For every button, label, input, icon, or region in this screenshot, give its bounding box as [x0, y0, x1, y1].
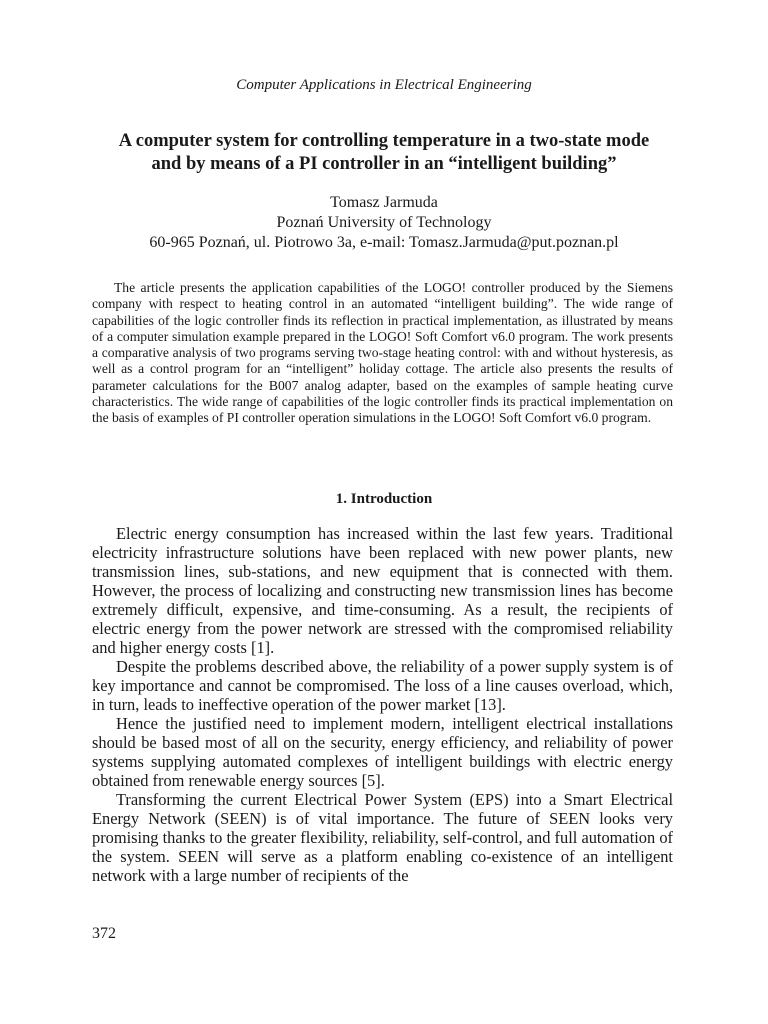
author-affiliation: Poznań University of Technology [276, 214, 492, 231]
body-paragraph: Transforming the current Electrical Power System (EPS) into a Smart Electrical Energy Network (SEEN) is of vital importance. The future of SEEN looks very promising thanks to the greater flexibility, reliability, self-control, and full automation of the system. SEEN will serve as a platform enabling co-existence of an intelligent network with a large number of recipients of the [92, 790, 673, 885]
paper-title [60, 130, 708, 176]
paper-title-line: A computer system for controlling temperature in a two-state mode [118, 131, 650, 151]
author-block [0, 193, 768, 253]
paper-title-line: and by means of a PI controller in an “intelligent building” [151, 154, 617, 174]
author-name: Tomasz Jarmuda [330, 194, 438, 211]
page-number: 372 [92, 925, 116, 942]
body-paragraph: Hence the justified need to implement modern, intelligent electrical installations should be based most of all on the security, energy efficiency, and reliability of power systems supplying automated complexes of intelligent buildings with electric energy obtained from renewable energy sources [5]. [92, 714, 673, 790]
author-address: 60-965 Poznań, ul. Piotrowo 3a, e-mail: Tomasz.Jarmuda@put.poznan.pl [149, 234, 619, 251]
abstract: The article presents the application capabilities of the LOGO! controller produced by the Siemens company with respect to heating control in an automated “intelligent building”. The wide range of capabilities of the logic controller finds its reflection in practical implementation, as illustrated by means of a computer simulation example prepared in the LOGO! Soft Comfort v6.0 program. The work presents a comparative analysis of two programs serving two-stage heating control: with and without hysteresis, as well as a control program for an “intelligent” holiday cottage. The article also presents the results of parameter calculations for the B007 analog adapter, based on the examples of sample heating curve characteristics. The wide range of capabilities of the logic controller finds its practical implementation on the basis of examples of PI controller operation simulations in the LOGO! Soft Comfort v6.0 program. [92, 280, 673, 426]
body-paragraph: Despite the problems described above, the reliability of a power supply system is of key importance and cannot be compromised. The loss of a line causes overload, which, in turn, leads to ineffective operation of the power market [13]. [92, 657, 673, 714]
running-head: Computer Applications in Electrical Engineering [236, 77, 532, 93]
body-paragraph: Electric energy consumption has increased within the last few years. Traditional electricity infrastructure solutions have been replaced with new power plants, new transmission lines, sub-stations, and new equipment that is connected with them. However, the process of localizing and constructing new transmission lines has become extremely difficult, expensive, and time-consuming. As a result, the recipients of electric energy from the power network are stressed with the compromised reliability and higher energy costs [1]. [92, 524, 673, 657]
section-heading: 1. Introduction [335, 491, 433, 507]
section-body [92, 524, 673, 885]
